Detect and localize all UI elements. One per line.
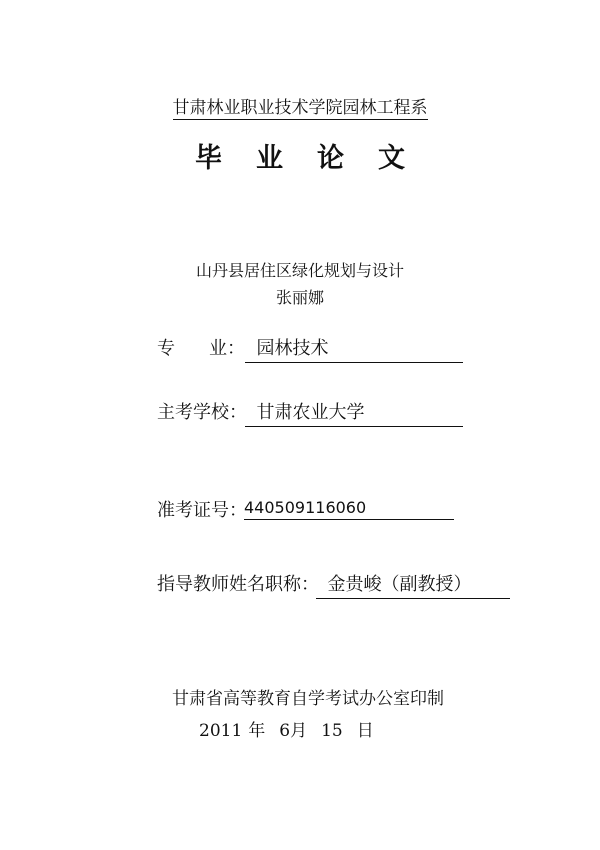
- advisor-label: 指导教师姓名职称：: [157, 574, 319, 595]
- date-month: 6: [279, 721, 291, 741]
- school-value-text: 甘肃农业大学: [245, 402, 365, 423]
- date-month-unit: 月: [290, 721, 308, 741]
- institution-name: [0, 93, 600, 118]
- date-day: 15: [321, 721, 343, 741]
- advisor-value: [316, 570, 510, 599]
- major-label-part1: 专: [157, 338, 175, 359]
- thesis-title: 山丹县居住区绿化规划与设计: [195, 261, 404, 280]
- date-year: 2011: [199, 721, 243, 741]
- date-day-unit: 日: [356, 721, 374, 741]
- major-label: [157, 334, 245, 360]
- major-value-text: 园林技术: [245, 338, 329, 359]
- date-year-unit: 年: [248, 721, 266, 741]
- school-value: [245, 398, 463, 427]
- printer-line: 甘肃省高等教育自学考试办公室印制: [172, 689, 444, 709]
- major-value: [245, 334, 463, 363]
- author-name: 张丽娜: [275, 288, 324, 307]
- exam-number-text: 440509116060: [244, 498, 367, 517]
- school-label: 主考学校：: [157, 402, 247, 423]
- major-label-part2: 业：: [209, 338, 245, 359]
- date-line: [199, 716, 374, 741]
- exam-number-label: 准考证号：: [157, 500, 247, 521]
- institution-text: 甘肃林业职业技术学院园林工程系: [172, 98, 428, 118]
- exam-number-value: [244, 496, 454, 520]
- document-type-title: 毕业论文: [195, 143, 439, 174]
- advisor-value-text: 金贵峻（副教授）: [316, 574, 472, 595]
